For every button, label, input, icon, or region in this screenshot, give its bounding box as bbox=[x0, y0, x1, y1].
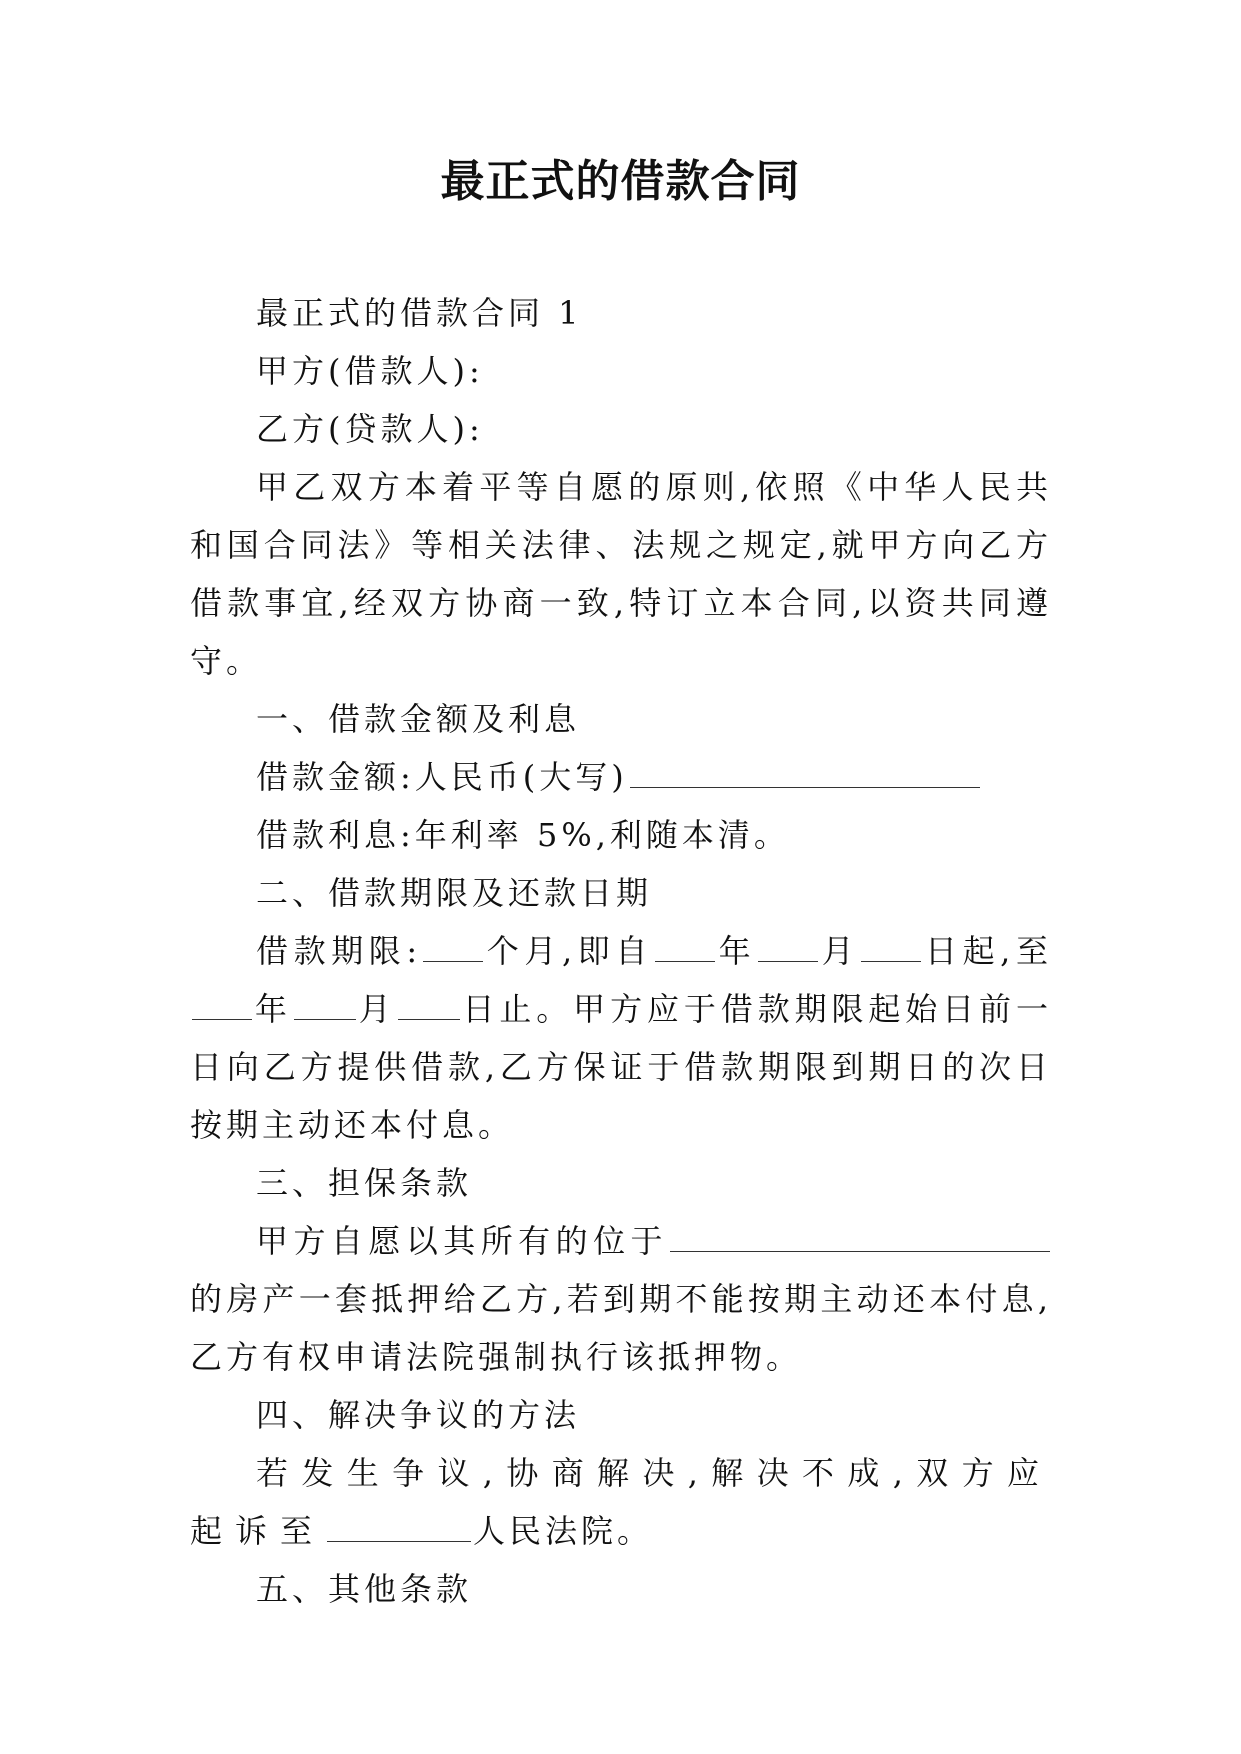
preamble-paragraph: 甲乙双方本着平等自愿的原则,依照《中华人民共和国合同法》等相关法律、法规之规定,就甲方向乙方借款事宜,经双方协商一致,特订立本合同,以资共同遵守。 bbox=[190, 468, 1052, 680]
section-1-title: 一、借款金额及利息 bbox=[256, 700, 581, 738]
section-4-title: 四、解决争议的方法 bbox=[256, 1396, 581, 1434]
start-month-blank[interactable] bbox=[758, 931, 818, 962]
dispute-paragraph bbox=[190, 1444, 1052, 1560]
start-year-blank[interactable] bbox=[655, 931, 715, 962]
end-month-blank[interactable] bbox=[294, 989, 356, 1020]
document-title: 最正式的借款合同 bbox=[440, 156, 801, 207]
start-day-text: 日起,至 bbox=[923, 932, 1052, 970]
document-body bbox=[190, 284, 1052, 1618]
start-month-text: 月 bbox=[820, 932, 860, 970]
section-2-title: 二、借款期限及还款日期 bbox=[256, 874, 653, 912]
term-label: 借款期限: bbox=[256, 932, 422, 970]
term-rest-text: 日止。甲方应于借款期限起始日前一日向乙方提供借款,乙方保证于借款期限到期日的次日按期主动还本付息。 bbox=[190, 990, 1052, 1144]
end-month-text: 月 bbox=[357, 990, 396, 1028]
property-location-blank[interactable] bbox=[670, 1221, 1050, 1252]
start-year-text: 年 bbox=[716, 932, 757, 970]
loan-amount-line bbox=[190, 748, 1052, 806]
guarantee-paragraph bbox=[190, 1212, 1052, 1386]
party-b-line: 乙方(贷款人): bbox=[256, 410, 484, 448]
loan-amount-blank[interactable] bbox=[630, 757, 980, 788]
term-months-text: 个月,即自 bbox=[485, 932, 653, 970]
contract-heading: 最正式的借款合同 1 bbox=[256, 294, 583, 332]
guarantee-text-after: 的房产一套抵押给乙方,若到期不能按期主动还本付息,乙方有权申请法院强制执行该抵押物。 bbox=[190, 1280, 1052, 1376]
guarantee-text-before: 甲方自愿以其所有的位于 bbox=[256, 1222, 668, 1260]
loan-amount-label: 借款金额:人民币(大写) bbox=[256, 758, 628, 796]
loan-interest-line: 借款利息:年利率 5%,利随本清。 bbox=[256, 816, 790, 854]
end-year-blank[interactable] bbox=[192, 989, 252, 1020]
party-a-line: 甲方(借款人): bbox=[256, 352, 484, 390]
section-3-title: 三、担保条款 bbox=[256, 1164, 473, 1202]
court-name-blank[interactable] bbox=[327, 1511, 471, 1542]
term-months-blank[interactable] bbox=[423, 931, 483, 962]
end-day-blank[interactable] bbox=[398, 989, 460, 1020]
dispute-text-before: 若发生争议,协商解决,解决不成,双方应起诉至 bbox=[190, 1454, 1052, 1550]
start-day-blank[interactable] bbox=[861, 931, 921, 962]
end-year-text: 年 bbox=[254, 990, 292, 1028]
section-5-title: 五、其他条款 bbox=[256, 1570, 473, 1608]
loan-term-paragraph bbox=[190, 922, 1052, 1154]
dispute-text-after: 人民法院。 bbox=[473, 1512, 654, 1550]
